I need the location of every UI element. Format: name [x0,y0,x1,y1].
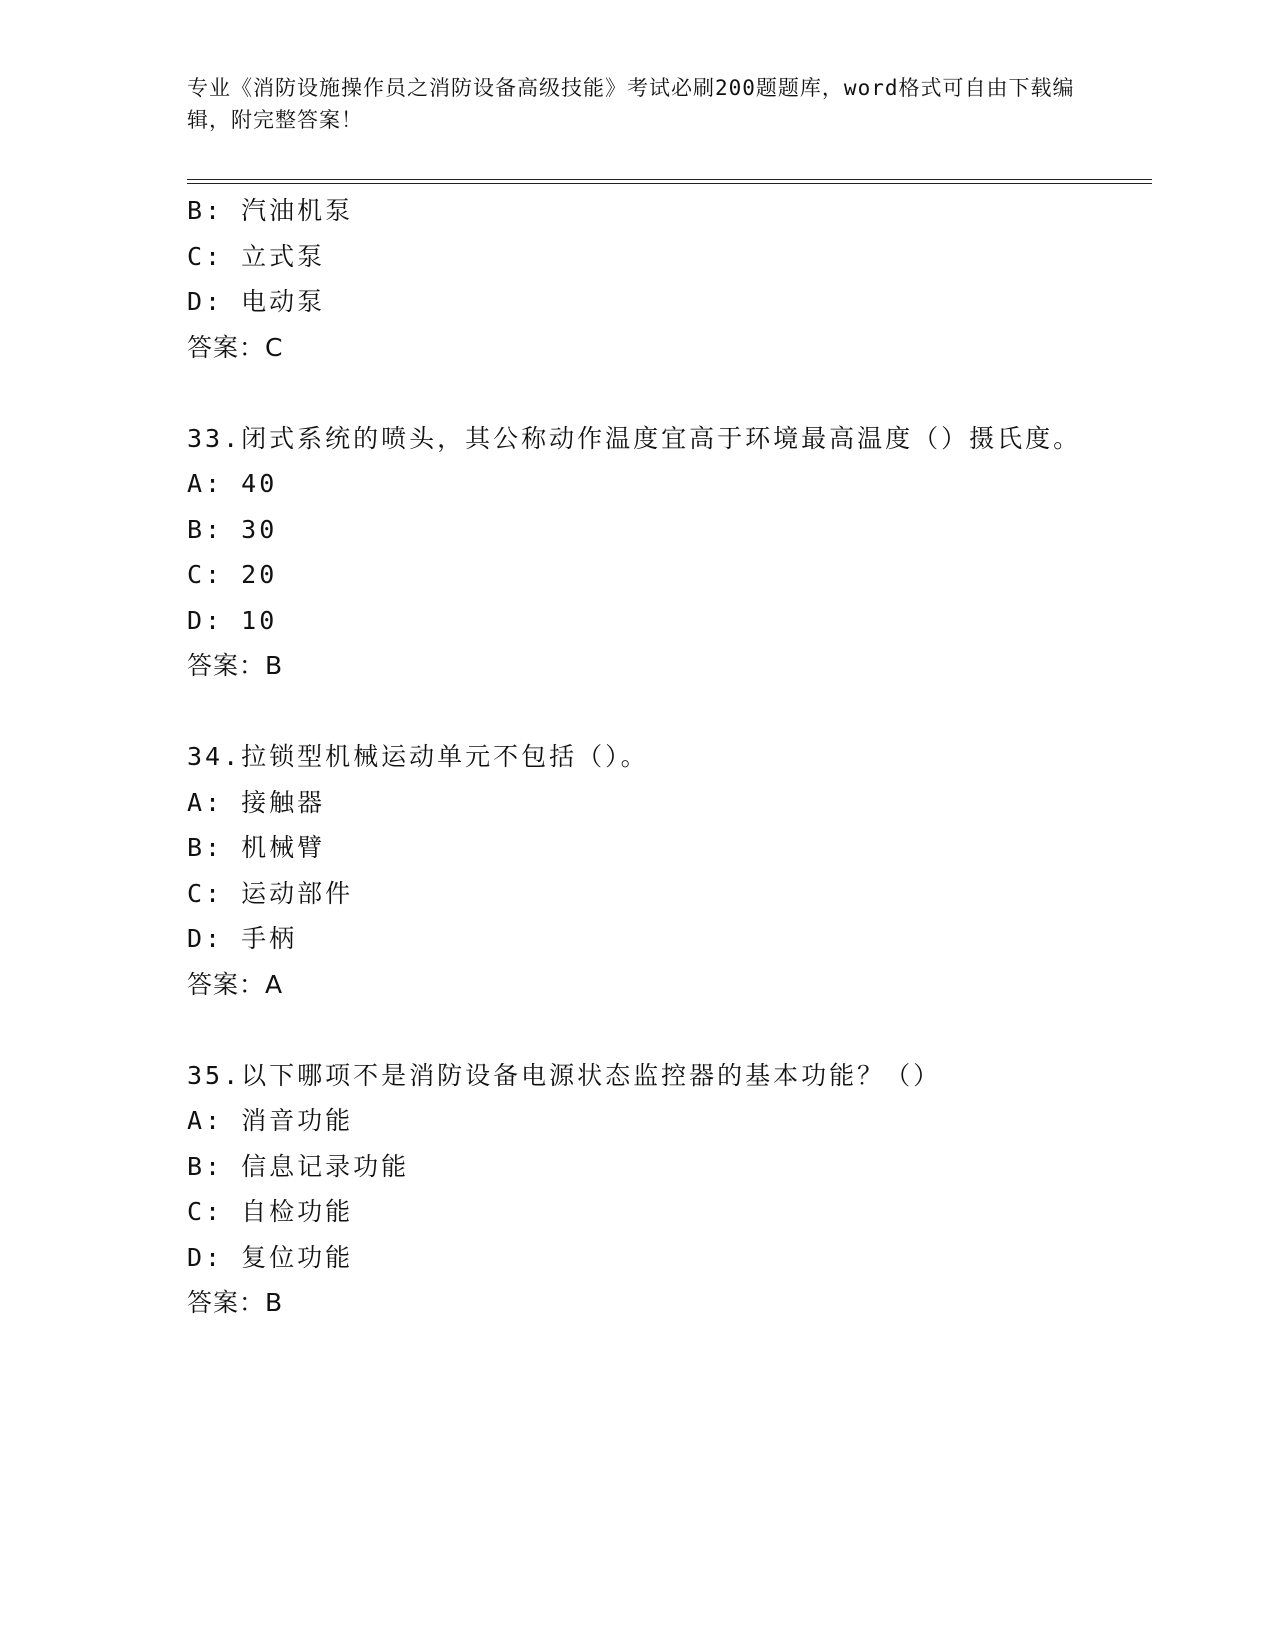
option-b: B: 汽油机泵 [187,196,354,225]
option-b: B: 机械臂 [187,833,326,862]
question-34 [187,734,1147,1007]
option-d: D: 10 [187,605,278,635]
option-d: D: 复位功能 [187,1242,354,1272]
option-c: C: 20 [187,560,278,589]
option-b: B: 信息记录功能 [187,1151,410,1181]
answer-line: 答案：B [187,651,284,680]
option-c: C: 运动部件 [187,878,354,908]
question-33 [187,416,1147,689]
question-block-32-tail [187,188,1147,370]
header-rule-bottom [187,183,1152,184]
option-c: C: 自检功能 [187,1197,354,1226]
document-header: 专业《消防设施操作员之消防设备高级技能》考试必刷200题题库，word格式可自由下载编辑，附完整答案！ [187,76,1075,132]
option-c: C: 立式泵 [187,241,326,271]
question-text: 35.以下哪项不是消防设备电源状态监控器的基本功能？（） [187,1060,942,1090]
question-text: 34.拉锁型机械运动单元不包括（）。 [187,742,649,771]
question-35 [187,1053,1147,1326]
document-body [187,188,1147,1326]
option-a: A: 40 [187,469,278,498]
answer-line: 答案：C [187,332,284,362]
answer-line: 答案：A [187,969,284,999]
option-d: D: 手柄 [187,924,298,953]
option-b: B: 30 [187,514,278,544]
question-text: 33.闭式系统的喷头，其公称动作温度宜高于环境最高温度（）摄氏度。 [187,423,1082,453]
header-rule-top [187,179,1152,180]
option-a: A: 消音功能 [187,1106,354,1135]
option-d: D: 电动泵 [187,287,326,316]
option-a: A: 接触器 [187,787,326,817]
answer-line: 答案：B [187,1288,284,1317]
